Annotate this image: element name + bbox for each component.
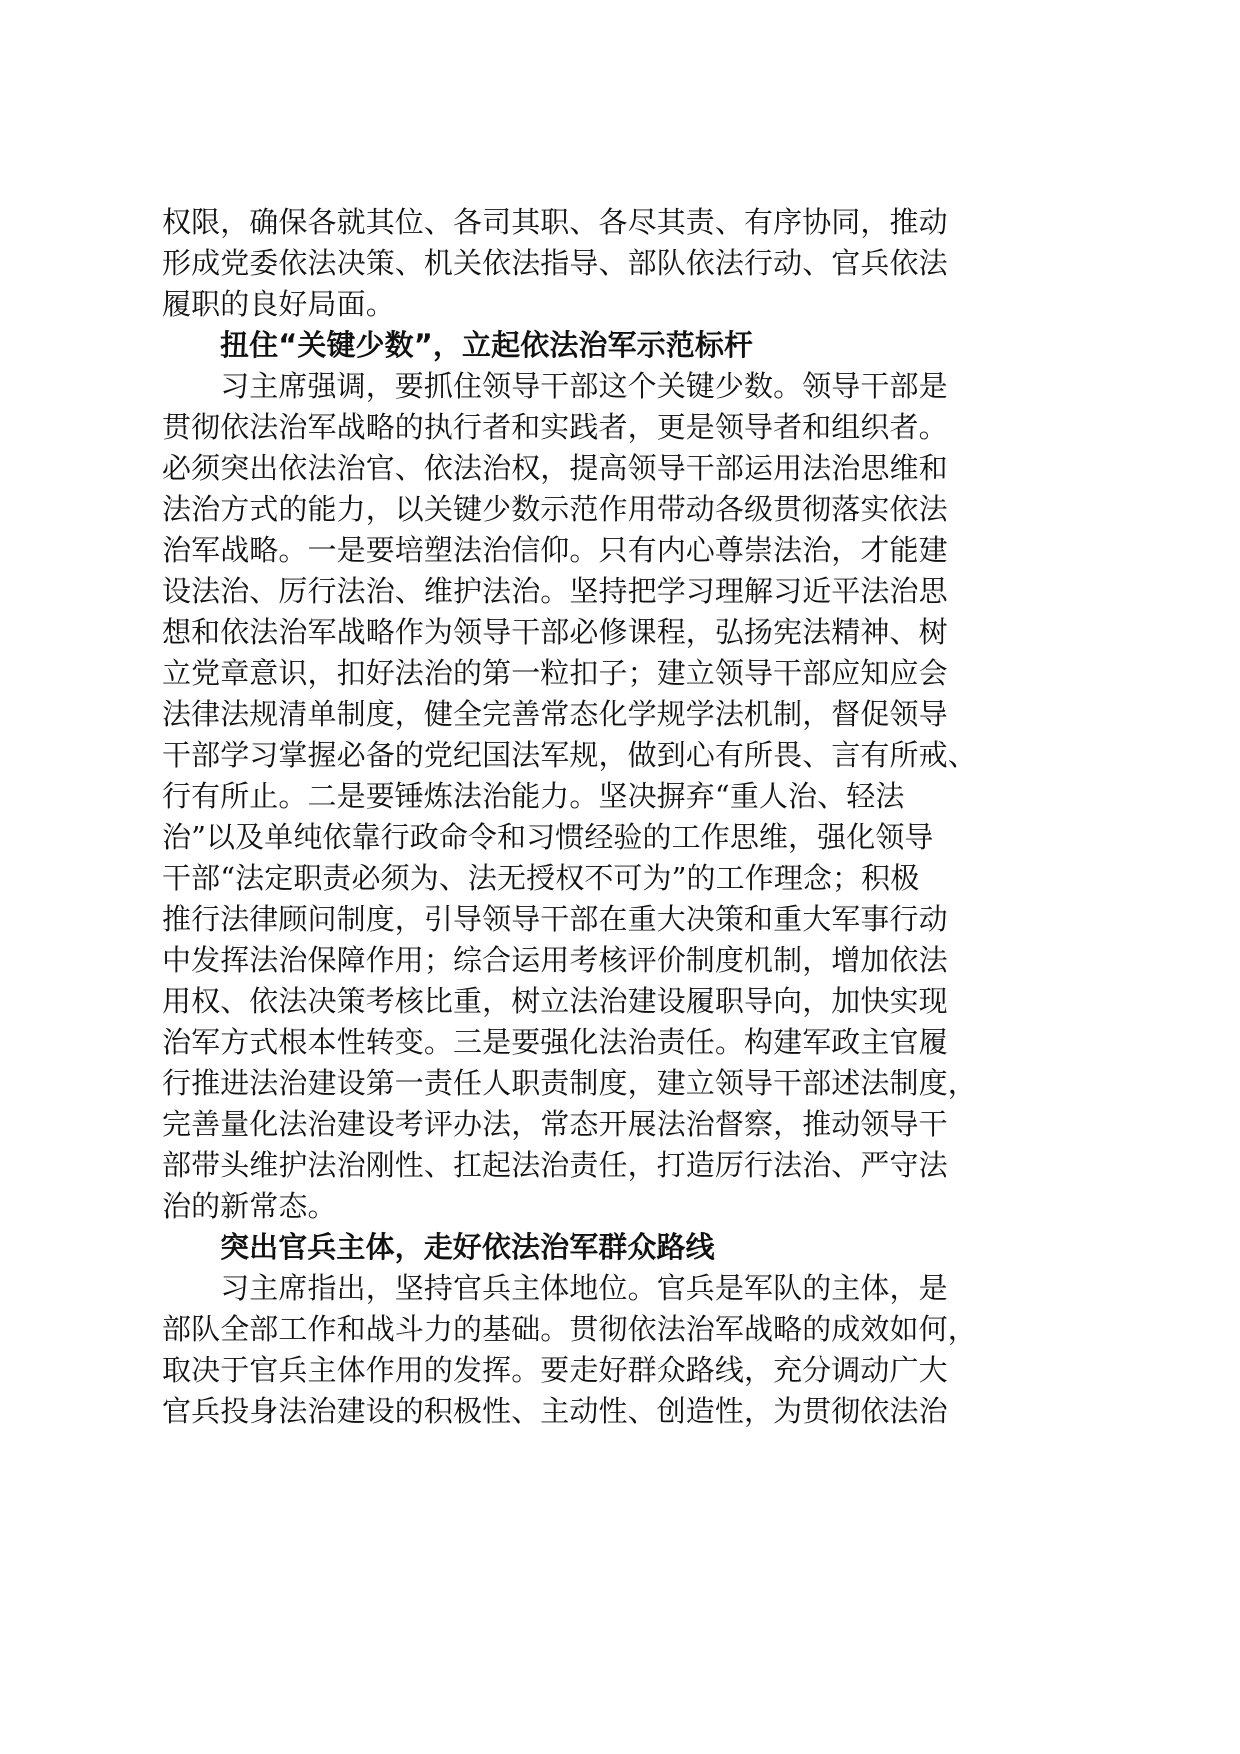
body-paragraph (162, 366, 1082, 1227)
text-line: 习主席指出，坚持官兵主体地位。官兵是军队的主体，是 (162, 1271, 948, 1305)
section-heading (162, 1227, 1082, 1268)
text-line: 贯彻依法治军战略的执行者和实践者，更是领导者和组织者。 (162, 410, 948, 444)
text-line: 履职的良好局面。 (162, 287, 395, 321)
text-line: 必须突出依法治官、依法治权，提高领导干部运用法治思维和 (162, 451, 948, 485)
heading-text: 突出官兵主体，走好依法治军群众路线 (220, 1230, 715, 1264)
section-heading (162, 325, 1082, 366)
text-line: 取决于官兵主体作用的发挥。要走好群众路线，充分调动广大 (162, 1353, 948, 1387)
text-line: 部队全部工作和战斗力的基础。贯彻依法治军战略的成效如何， (162, 1312, 977, 1346)
text-line: 行推进法治建设第一责任人职责制度，建立领导干部述法制度， (162, 1066, 977, 1100)
text-line: 治的新常态。 (162, 1189, 337, 1223)
text-line: 完善量化法治建设考评办法，常态开展法治督察，推动领导干 (162, 1107, 948, 1141)
text-line: 中发挥法治保障作用；综合运用考核评价制度机制，增加依法 (162, 943, 948, 977)
document-page (162, 202, 1082, 1432)
text-line: 行有所止。二是要锤炼法治能力。坚决摒弃“重人治、轻法 (162, 779, 905, 813)
text-line: 立党章意识，扣好法治的第一粒扣子；建立领导干部应知应会 (162, 656, 948, 690)
body-paragraph (162, 1268, 1082, 1432)
text-line: 想和依法治军战略作为领导干部必修课程，弘扬宪法精神、树 (162, 615, 948, 649)
text-line: 用权、依法决策考核比重，树立法治建设履职导向，加快实现 (162, 984, 948, 1018)
text-line: 干部“法定职责必须为、法无授权不可为”的工作理念；积极 (162, 861, 920, 895)
text-line: 官兵投身法治建设的积极性、主动性、创造性，为贯彻依法治 (162, 1394, 948, 1428)
text-line: 治军战略。一是要培塑法治信仰。只有内心尊崇法治，才能建 (162, 533, 948, 567)
text-line: 治”以及单纯依靠行政命令和习惯经验的工作思维，强化领导 (162, 820, 934, 854)
text-line: 治军方式根本性转变。三是要强化法治责任。构建军政主官履 (162, 1025, 948, 1059)
text-line: 设法治、厉行法治、维护法治。坚持把学习理解习近平法治思 (162, 574, 948, 608)
text-line: 法治方式的能力，以关键少数示范作用带动各级贯彻落实依法 (162, 492, 948, 526)
text-line: 习主席强调，要抓住领导干部这个关键少数。领导干部是 (162, 369, 948, 403)
text-line: 法律法规清单制度，健全完善常态化学规学法机制，督促领导 (162, 697, 948, 731)
text-line: 推行法律顾问制度，引导领导干部在重大决策和重大军事行动 (162, 902, 948, 936)
text-line: 形成党委依法决策、机关依法指导、部队依法行动、官兵依法 (162, 246, 948, 280)
text-line: 干部学习掌握必备的党纪国法军规，做到心有所畏、言有所戒、 (162, 738, 977, 772)
text-line: 部带头维护法治刚性、扛起法治责任，打造厉行法治、严守法 (162, 1148, 948, 1182)
text-line: 权限，确保各就其位、各司其职、各尽其责、有序协同，推动 (162, 205, 948, 239)
heading-text: 扭住“关键少数”，立起依法治军示范标杆 (220, 328, 754, 362)
body-paragraph (162, 202, 1082, 325)
